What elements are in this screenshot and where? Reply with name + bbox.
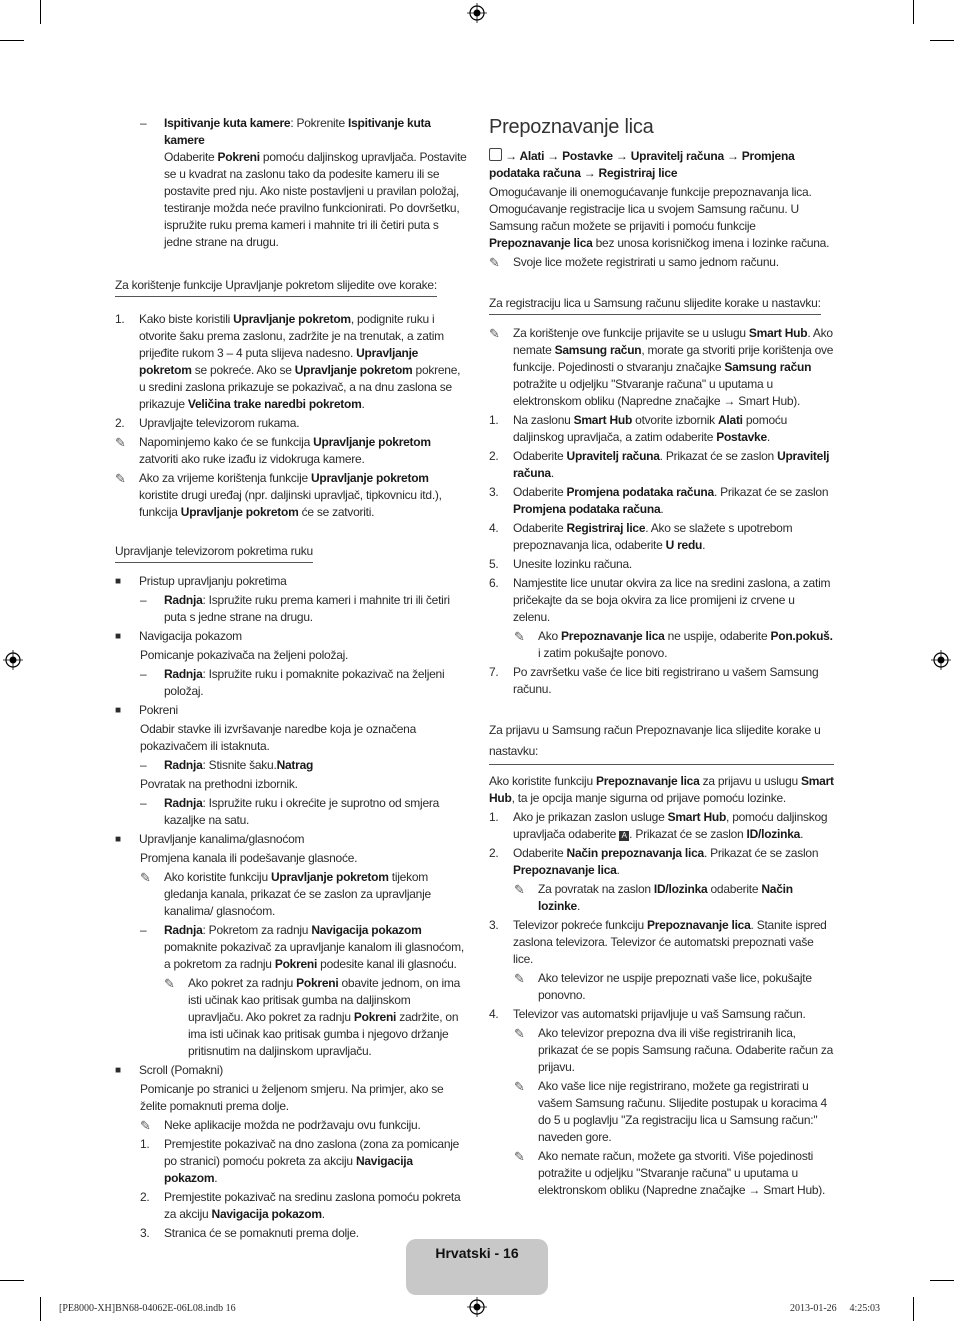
- step-text: Namjestite lice unutar okvira za lice na sredini zaslona, a zatim pričekajte da se boja okvira za lice promijeni iz crvene u zelenu.: [513, 576, 831, 624]
- crop-mark: [0, 40, 24, 41]
- note-text: Ako Prepoznavanje lica ne uspije, odaberite Pon.pokuš. i zatim pokušajte ponovo.: [538, 629, 833, 660]
- step-text: Unesite lozinku računa.: [513, 557, 632, 571]
- intro-text: Omogućavanje ili onemogućavanje funkcije prepoznavanja lica. Omogućavanje registracije lica u svojem Samsung računu. U Samsung račun možete se prijaviti i pomoću funkcije Prepoznavanje lica bez unosa korisničkog imena i lozinke računa.: [489, 185, 830, 250]
- step-text: Televizor pokreće funkciju Prepoznavanje lica. Stanite ispred zaslona televizora. Televizor će automatski prepoznati vaše lice.: [513, 918, 827, 966]
- step-text: Odaberite Registriraj lice. Ako se slažete s upotrebom prepoznavanja lica, odaberite U redu.: [513, 521, 793, 552]
- note-text: Ako vaše lice nije registrirano, možete ga registrirati u vašem Samsung računu. Slijedite postupak u koracima 4 do 5 u poglavlju "Za registraciju lica u Samsung račun:" naveden gore.: [538, 1079, 827, 1144]
- step-number: 1.: [489, 413, 499, 427]
- registration-mark-icon: [467, 1297, 487, 1317]
- print-imprint: [PE8000-XH]BN68-04062E-06L08.indb 16: [59, 1303, 236, 1314]
- note-item: [140, 1117, 467, 1134]
- a-button-icon: A: [619, 831, 629, 841]
- step-number: 6.: [489, 576, 499, 590]
- step-item: [489, 448, 834, 482]
- motion-description: Promjena kanala ili podešavanje glasnoće.: [140, 851, 358, 865]
- action-text: Radnja: Pokretom za radnju Navigacija pokazom pomaknite pokazivač za upravljanje kanalom ili glasnoćom, a pokretom za radnju Pokreni podesite kanal ili glasnoću.: [164, 923, 464, 971]
- step-number: 3.: [489, 918, 499, 932]
- crop-mark: [930, 1280, 954, 1281]
- note-item: [514, 1148, 834, 1199]
- section-heading: Za prijavu u Samsung račun Prepoznavanje lica slijedite korake u nastavku:: [489, 720, 834, 765]
- page-number-label: Hrvatski - 16: [435, 1245, 519, 1261]
- action-text: Radnja: Ispružite ruku i pomaknite pokazivač na željeni položaj.: [164, 667, 445, 698]
- motion-title: Upravljanje kanalima/glasnoćom: [139, 832, 305, 846]
- menu-path: → Alati → Postavke → Upravitelj računa → Promjena podataka računa → Registriraj lice: [489, 149, 795, 180]
- note-pencil-icon: ✎: [514, 629, 525, 644]
- note-text: Ako koristite funkciju Upravljanje pokretom tijekom gledanja kanala, prikazat će se zaslon za upravljanje kanalima/ glasnoćom.: [164, 870, 431, 918]
- dash-marker: –: [140, 593, 147, 607]
- step-text: Premjestite pokazivač na sredinu zaslona pomoću pokreta za akciju Navigacija pokazom.: [164, 1190, 461, 1221]
- crop-mark: [40, 1297, 41, 1321]
- right-column: [489, 115, 834, 1201]
- note-text: Za korištenje ove funkcije prijavite se u uslugu Smart Hub. Ako nemate Samsung račun, morate ga stvoriti prije korištenja ove funkcije. Pojedinosti o stvaranju značajke Samsung račun potražite u odjeljku "Stvaranje računa" u uputama u elektronskom obliku (Napredne značajke → Smart Hub).: [513, 326, 834, 408]
- left-column: [115, 115, 467, 1244]
- camera-test-item: [140, 115, 467, 251]
- note-item: [514, 628, 834, 662]
- step-item: [140, 1189, 467, 1223]
- note-item: [164, 975, 467, 1060]
- note-item: [489, 254, 834, 271]
- registration-mark-icon: [3, 650, 23, 670]
- step-text: Odaberite Način prepoznavanja lica. Prikazat će se zaslon Prepoznavanje lica.: [513, 846, 819, 877]
- step-item: [489, 575, 834, 626]
- section-heading: Za korištenje funkcije Upravljanje pokretom slijedite ove korake:: [115, 277, 437, 297]
- action-item: [140, 592, 467, 626]
- step-number: 1.: [140, 1137, 150, 1151]
- note-item: [115, 434, 467, 468]
- crop-mark: [913, 1297, 914, 1321]
- step-number: 2.: [140, 1190, 150, 1204]
- step-text: Odaberite Promjena podataka računa. Prikazat će se zaslon Promjena podataka računa.: [513, 485, 829, 516]
- note-item: [514, 1078, 834, 1146]
- note-text: Ako nemate račun, možete ga stvoriti. Više pojedinosti potražite u odjeljku "Stvaranje računa" u uputama u elektronskom obliku (Napredne značajke → Smart Hub).: [538, 1149, 826, 1197]
- motion-title: Pristup upravljanju pokretima: [139, 574, 287, 588]
- square-bullet: ■: [115, 834, 121, 845]
- motion-title: Pokreni: [139, 703, 178, 717]
- motion-item: [115, 628, 467, 645]
- square-bullet: ■: [115, 631, 121, 642]
- note-pencil-icon: ✎: [140, 1118, 151, 1133]
- action-text: Radnja: Ispružite ruku prema kameri i mahnite tri ili četiri puta s jedne strane na drugu.: [164, 593, 450, 624]
- step-item: [489, 1006, 834, 1023]
- step-number: 3.: [489, 485, 499, 499]
- step-text: Po završetku vaše će lice biti registrirano u vašem Samsung računu.: [513, 665, 819, 696]
- step-number: 7.: [489, 665, 499, 679]
- action-item: [140, 795, 467, 829]
- note-text: Za povratak na zaslon ID/lozinka odaberite Način lozinke.: [538, 882, 793, 913]
- square-bullet: ■: [115, 1065, 121, 1076]
- motion-item: [115, 1062, 467, 1079]
- motion-description: Pomicanje po stranici u željenom smjeru. Na primjer, ako se želite pomaknuti prema dolje.: [140, 1082, 444, 1113]
- step-number: 5.: [489, 557, 499, 571]
- note-text: Napominjemo kako će se funkcija Upravljanje pokretom zatvoriti ako ruke izađu iz vidokruga kamere.: [139, 435, 431, 466]
- note-text: Ako pokret za radnju Pokreni obavite jednom, on ima isti učinak kao pritisak gumba na daljinskom upravljaču. Ako pokret za radnju Pokreni zadržite, on ima isti učinak kao pritisak gumba i njegovo držanje pritisnutim na daljinskom upravljaču.: [188, 976, 461, 1058]
- step-text: Kako biste koristili Upravljanje pokretom, podignite ruku i otvorite šaku prema zaslonu, zadržite je na trenutak, a zatim prijeđite rukom 3 – 4 puta slijeva nadesno. Upravljanje pokretom se pokreće. Ako se Upravljanje pokretom pokrene, u sredini zaslona prikazuje se pokazivač, a na dnu zaslona se prikazuje Veličina trake naredbi pokretom.: [139, 312, 461, 411]
- note-pencil-icon: ✎: [164, 976, 175, 991]
- square-bullet: ■: [115, 705, 121, 716]
- note-pencil-icon: ✎: [115, 435, 126, 450]
- motion-item: [115, 702, 467, 719]
- note-pencil-icon: ✎: [514, 1149, 525, 1164]
- motion-description: Povratak na prethodni izbornik.: [140, 777, 298, 791]
- note-text: Neke aplikacije možda ne podržavaju ovu funkciju.: [164, 1118, 421, 1132]
- section-heading: Za registraciju lica u Samsung računu slijedite korake u nastavku:: [489, 295, 821, 315]
- step-number: 2.: [489, 846, 499, 860]
- note-text: Ako televizor ne uspije prepoznati vaše lice, pokušajte ponovno.: [538, 971, 812, 1002]
- note-pencil-icon: ✎: [514, 971, 525, 986]
- note-item: [514, 881, 834, 915]
- note-item: [140, 869, 467, 920]
- page-number-tab: [406, 1239, 548, 1295]
- step-number: 2.: [489, 449, 499, 463]
- action-item: [140, 922, 467, 973]
- dash-marker: –: [140, 667, 147, 681]
- action-item: [140, 666, 467, 700]
- step-text: Odaberite Upravitelj računa. Prikazat će se zaslon Upravitelj računa.: [513, 449, 830, 480]
- login-intro: Ako koristite funkciju Prepoznavanje lica za prijavu u uslugu Smart Hub, ta je opcija manje sigurna od prijave pomoću lozinke.: [489, 774, 834, 805]
- crop-mark: [930, 40, 954, 41]
- dash-marker: –: [140, 923, 147, 937]
- print-timestamp: 2013-01-26 ￿ 4:25:03: [790, 1303, 880, 1314]
- action-text: Radnja: Stisnite šaku.Natrag: [164, 758, 314, 772]
- motion-description: Pomicanje pokazivača na željeni položaj.: [140, 648, 349, 662]
- step-text: Na zaslonu Smart Hub otvorite izbornik Alati pomoću daljinskog upravljača, a zatim odaberite Postavke.: [513, 413, 788, 444]
- note-text: Ako za vrijeme korištenja funkcije Upravljanje pokretom koristite drugi uređaj (npr. daljinski upravljač, tipkovnicu itd.), funkcija Upravljanje pokretom će se zatvoriti.: [139, 471, 442, 519]
- step-item: [489, 845, 834, 879]
- action-text: Radnja: Ispružite ruku i okrećite je suprotno od smjera kazaljke na satu.: [164, 796, 440, 827]
- note-text: Ako televizor prepozna dva ili više registriranih lica, prikazat će se popis Samsung računa. Odaberite račun za prijavu.: [538, 1026, 834, 1074]
- step-number: 1.: [115, 312, 125, 326]
- note-pencil-icon: ✎: [514, 1079, 525, 1094]
- step-number: 2.: [115, 416, 125, 430]
- section-heading: Upravljanje televizorom pokretima ruku: [115, 543, 313, 563]
- motion-description: Odabir stavke ili izvršavanje naredbe koja je označena pokazivačem ili istaknuta.: [140, 722, 416, 753]
- step-item: [140, 1136, 467, 1187]
- step-item: [115, 311, 467, 413]
- step-number: 1.: [489, 810, 499, 824]
- note-pencil-icon: ✎: [115, 471, 126, 486]
- dash-marker: –: [140, 116, 147, 130]
- registration-mark-icon: [467, 3, 487, 23]
- note-pencil-icon: ✎: [514, 882, 525, 897]
- step-item: [489, 917, 834, 968]
- note-item: [514, 970, 834, 1004]
- action-item: [140, 757, 467, 774]
- square-bullet: ■: [115, 576, 121, 587]
- step-text: Stranica će se pomaknuti prema dolje.: [164, 1226, 359, 1240]
- step-item: [489, 412, 834, 446]
- note-pencil-icon: ✎: [514, 1026, 525, 1041]
- step-item: [489, 520, 834, 554]
- motion-item: [115, 573, 467, 590]
- step-item: [489, 556, 834, 573]
- crop-mark: [0, 1280, 24, 1281]
- note-pencil-icon: ✎: [489, 326, 500, 341]
- crop-mark: [40, 0, 41, 24]
- crop-mark: [913, 0, 914, 24]
- step-text: Upravljajte televizorom rukama.: [139, 416, 300, 430]
- page-title: Prepoznavanje lica: [489, 116, 654, 138]
- dash-marker: –: [140, 758, 147, 772]
- step-number: 4.: [489, 521, 499, 535]
- camera-test-text: Ispitivanje kuta kamere: Pokrenite Ispitivanje kuta kamere Odaberite Pokreni pomoću daljinskog upravljača. Postavite se u kvadrat na zaslonu tako da podesite kameru ili se postavite pred nju. Ako niste postavljeni u pravilan položaj, testiranje možda neće pravilno funkcionirati. Po dovršetku, ispružite ruku prema kameri i mahnite tri ili četiri puta s jedne strane na drugu.: [164, 116, 467, 249]
- note-pencil-icon: ✎: [140, 870, 151, 885]
- note-pencil-icon: ✎: [489, 255, 500, 270]
- note-text: Svoje lice možete registrirati u samo jednom računu.: [513, 255, 779, 269]
- step-item: [489, 484, 834, 518]
- dash-marker: –: [140, 796, 147, 810]
- note-item: [115, 470, 467, 521]
- registration-mark-icon: [931, 650, 951, 670]
- motion-item: [115, 831, 467, 848]
- note-item: [489, 325, 834, 410]
- step-number: 3.: [140, 1226, 150, 1240]
- note-item: [514, 1025, 834, 1076]
- step-text: Ako je prikazan zaslon usluge Smart Hub, pomoću daljinskog upravljača odaberite A . Prikazat će se zaslon ID/lozinka.: [513, 810, 828, 841]
- step-item: [489, 664, 834, 698]
- motion-title: Navigacija pokazom: [139, 629, 242, 643]
- step-text: Premjestite pokazivač na dno zaslona (zona za pomicanje po stranici) pomoću pokreta za akciju Navigacija pokazom.: [164, 1137, 460, 1185]
- step-text: Televizor vas automatski prijavljuje u vaš Samsung račun.: [513, 1007, 806, 1021]
- motion-title: Scroll (Pomakni): [139, 1063, 224, 1077]
- step-number: 4.: [489, 1007, 499, 1021]
- step-item: [489, 809, 834, 843]
- menu-icon: [489, 148, 502, 161]
- step-item: [115, 415, 467, 432]
